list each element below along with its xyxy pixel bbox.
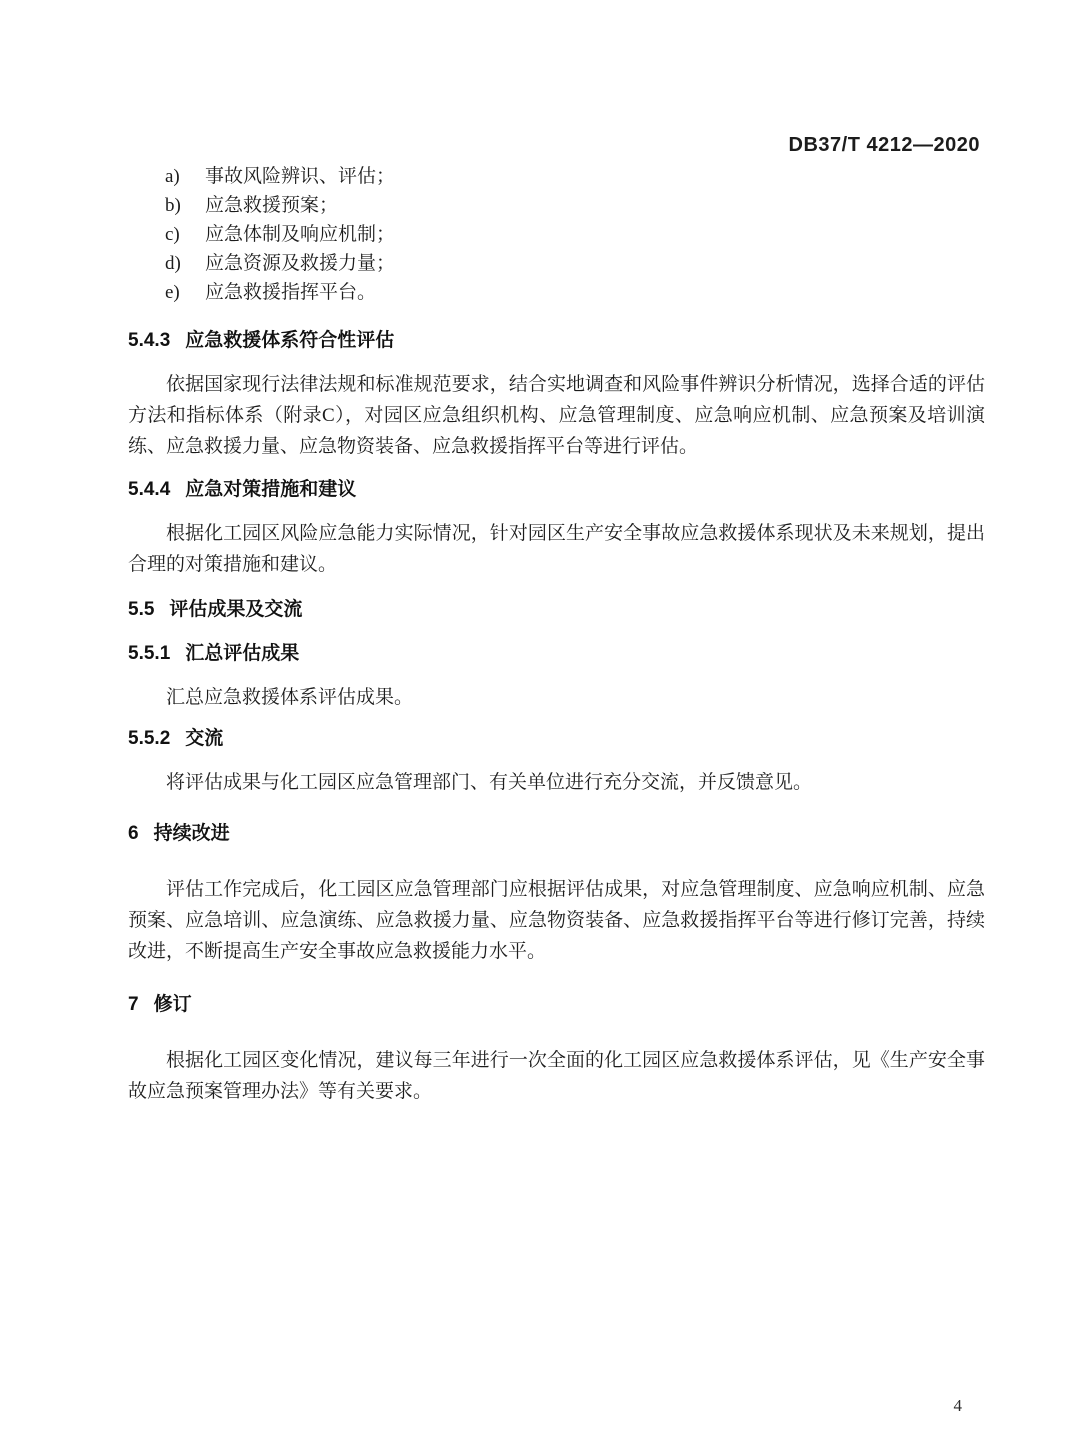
section-title: 应急救援体系符合性评估 xyxy=(185,330,395,351)
section-number: 7 xyxy=(128,994,139,1015)
section-paragraph-5-4-3: 依据国家现行法律法规和标准规范要求，结合实地调查和风险事件辨识分析情况，选择合适的评估方法和指标体系（附录C），对园区应急组织机构、应急管理制度、应急响应机制、应急预案及培训演练、应急救援力量、应急物资装备、应急救援指挥平台等进行评估。 xyxy=(128,374,985,457)
list-item xyxy=(128,191,985,220)
page-number: 4 xyxy=(953,1396,962,1415)
section-heading-5-4-3 xyxy=(128,327,985,355)
list-item xyxy=(128,162,985,191)
section-title: 持续改进 xyxy=(153,823,230,844)
list-item xyxy=(128,278,985,307)
section-paragraph-5-5-2: 将评估成果与化工园区应急管理部门、有关单位进行充分交流，并反馈意见。 xyxy=(166,772,813,793)
list-item-text: 应急资源及救援力量； xyxy=(205,253,396,274)
section-title: 交流 xyxy=(185,728,224,749)
list-item-marker: e) xyxy=(165,282,180,303)
list-item-marker: a) xyxy=(165,166,180,187)
section-title: 应急对策措施和建议 xyxy=(185,479,357,500)
list-item-text: 应急救援预案； xyxy=(205,195,339,216)
section-number: 5.5.1 xyxy=(128,643,171,664)
list-item-text: 应急体制及响应机制； xyxy=(205,224,396,245)
section-number: 6 xyxy=(128,823,139,844)
section-heading-6 xyxy=(128,820,985,848)
page-content xyxy=(128,0,985,1107)
list-item-marker: b) xyxy=(165,195,181,216)
list-item-text: 应急救援指挥平台。 xyxy=(205,282,377,303)
section-heading-5-5 xyxy=(128,596,985,624)
lettered-list xyxy=(128,162,985,307)
section-paragraph-7: 根据化工园区变化情况，建议每三年进行一次全面的化工园区应急救援体系评估，见《生产安全事故应急预案管理办法》等有关要求。 xyxy=(128,1050,985,1102)
section-title: 汇总评估成果 xyxy=(185,643,300,664)
section-title: 评估成果及交流 xyxy=(169,599,303,620)
section-paragraph-6: 评估工作完成后，化工园区应急管理部门应根据评估成果，对应急管理制度、应急响应机制、应急预案、应急培训、应急演练、应急救援力量、应急物资装备、应急救援指挥平台等进行修订完善，持续改进，不断提高生产安全事故应急救援能力水平。 xyxy=(128,879,985,962)
section-heading-5-5-2 xyxy=(128,725,985,753)
list-item xyxy=(128,249,985,278)
section-title: 修订 xyxy=(153,994,192,1015)
section-number: 5.5 xyxy=(128,599,155,620)
list-item xyxy=(128,220,985,249)
section-heading-5-4-4 xyxy=(128,476,985,504)
section-paragraph-5-5-1: 汇总应急救援体系评估成果。 xyxy=(166,687,414,708)
section-paragraph-5-4-4: 根据化工园区风险应急能力实际情况，针对园区生产安全事故应急救援体系现状及未来规划，提出合理的对策措施和建议。 xyxy=(128,523,985,575)
section-number: 5.5.2 xyxy=(128,728,171,749)
list-item-text: 事故风险辨识、评估； xyxy=(205,166,396,187)
list-item-marker: c) xyxy=(165,224,180,245)
section-heading-5-5-1 xyxy=(128,640,985,668)
section-heading-7 xyxy=(128,991,985,1019)
section-number: 5.4.3 xyxy=(128,330,171,351)
list-item-marker: d) xyxy=(165,253,181,274)
doc-number-header: DB37/T 4212—2020 xyxy=(788,134,980,156)
section-number: 5.4.4 xyxy=(128,479,171,500)
